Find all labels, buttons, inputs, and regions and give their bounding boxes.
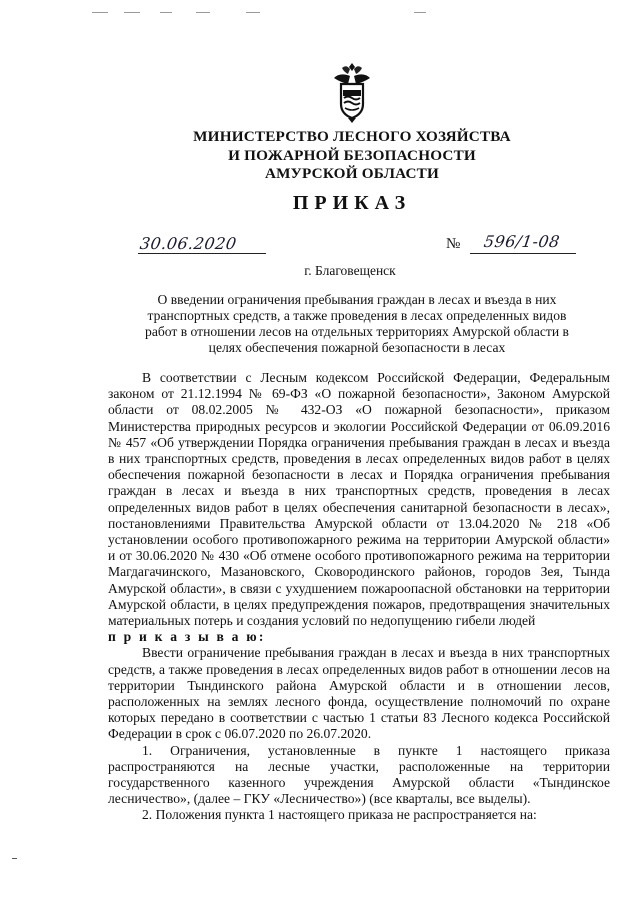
number-underline [470,252,576,254]
order-word: п р и к а з ы в а ю: [108,629,266,645]
date-underline [138,252,266,254]
ministry-line: АМУРСКОЙ ОБЛАСТИ [264,165,440,182]
scan-artifact [246,12,260,13]
clause-1: 1. Ограничения, установленные в пункте 1 настоящего приказа распространяются на лесные участки, расположенные на территории государственного казенного учреждения Амурской области «Тындинское лесничество», (далее – ГКУ «Лесничество») (все кварталы, все выделы). [108,742,610,807]
scan-artifact [414,12,426,13]
order-body [108,370,610,824]
city-line: г. Благовещенск [304,263,396,278]
handwritten-number: 596/1-08 [482,232,562,251]
handwritten-date: 30.06.2020 [138,234,238,253]
ministry-line: МИНИСТЕРСТВО ЛЕСНОГО ХОЗЯЙСТВА [193,128,511,145]
clause-2: 2. Положения пункта 1 настоящего приказа не распространяется на: [142,807,537,823]
main-clause: Ввести ограничение пребывания граждан в лесах и въезда в них транспортных средств, а также проведения в лесах определенных видов работ в отношении лесов на территории Тындинского района Амурской области и в отношении лесов, расположенных на землях лесного фонда, осуществление полномочий по охране которых передано в соответствии с частью 1 статьи 83 Лесного кодекса Российской Федерации в срок с 06.07.2020 по 26.07.2020. [108,645,610,742]
order-subject: О введении ограничения пребывания граждан в лесах и въезда в них транспортных средств, а также проведения в лесах определенных видов работ в отношении лесов на отдельных территориях Амурской области в целях обеспечения пожарной безопасности в лесах [145,292,569,355]
scan-artifact [92,12,108,13]
ministry-line: И ПОЖАРНОЙ БЕЗОПАСНОСТИ [228,146,476,164]
ministry-name [150,128,554,184]
scan-artifact [124,12,140,13]
coat-of-arms-emblem [330,60,374,124]
preamble-paragraph: В соответствии с Лесным кодексом Российской Федерации, Федеральным законом от 21.12.1994 № 69-ФЗ «О пожарной безопасности», Законом Амурской области от 08.02.2005 № 432-ОЗ «О пожарной безопасности», приказом Министерства природных ресурсов и экологии Российской Федерации от 06.09.2016 № 457 «Об утверждении Порядка ограничения пребывания граждан в лесах и въезда в них транспортных средств, проведения в лесах определенных видов работ в целях обеспечения пожарной безопасности в лесах и Порядка ограничения пребывания граждан в лесах и въезда в них транспортных средств, проведения в лесах определенных видов работ в целях обеспечения санитарной безопасности в лесах», постановлениями Правительства Амурской области от 13.04.2020 № 218 «Об установлении особого противопожарного режима на территории Амурской области» и от 30.06.2020 № 430 «Об отмене особого противопожарного режима на территории Магдагачинского, Мазановского, Сковородинского районов, городов Зея, Тында Амурской области», в связи с ухудшением пожароопасной обстановки на территории Амурской области, в целях предупреждения пожаров, предотвращения значительных материальных потерь и создания условий по недопущению гибели людей [108,370,610,629]
scan-artifact [196,12,210,13]
number-sign: № [446,236,461,252]
scan-artifact [12,858,17,859]
scan-artifact [160,12,172,13]
document-type-title: ПРИКАЗ [292,192,412,214]
